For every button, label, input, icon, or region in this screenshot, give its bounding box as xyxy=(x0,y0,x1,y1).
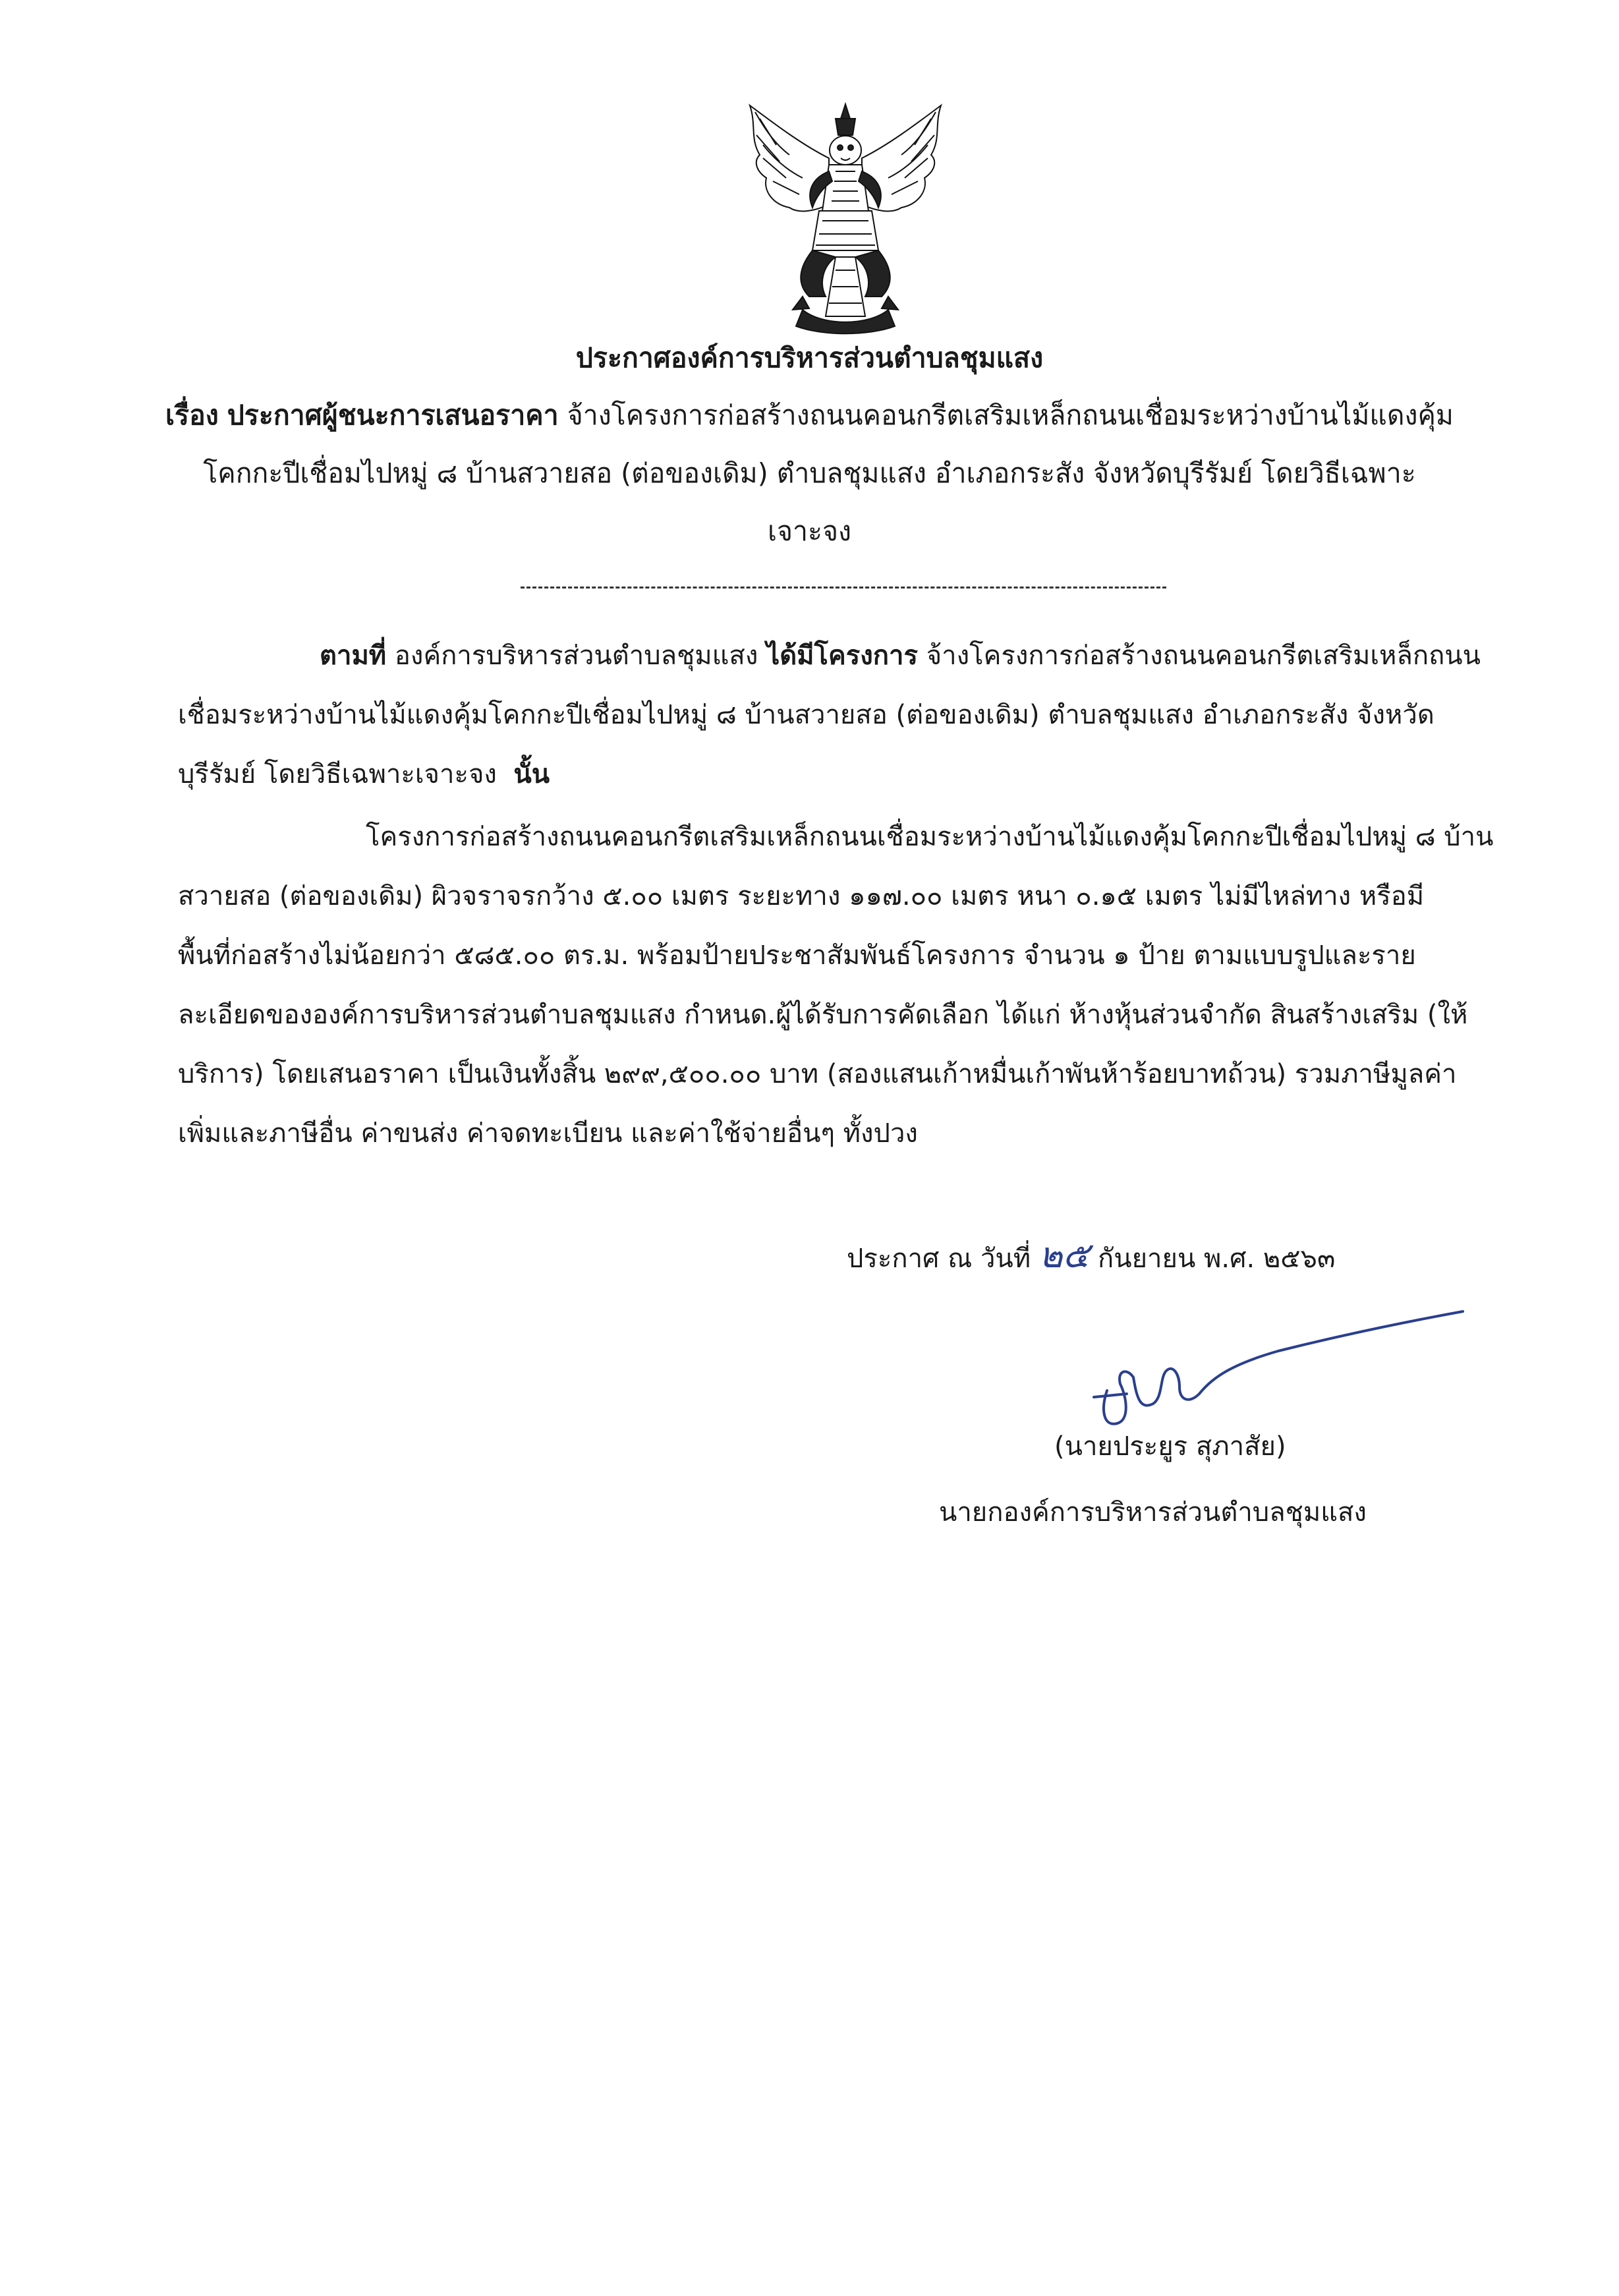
para2-line-1: โครงการก่อสร้างถนนคอนกรีตเสริมเหล็กถนนเชื่อมระหว่างบ้านไม้แดงคุ้มโคกกะปีเชื่อมไปหมู่ ๘ บ้าน xyxy=(366,822,1494,852)
para1-text-b: จ้างโครงการก่อสร้างถนนคอนกรีตเสริมเหล็กถนน xyxy=(926,641,1481,671)
subject-label: เรื่อง xyxy=(165,399,219,431)
para1-text-a: องค์การบริหารส่วนตำบลชุมแสง xyxy=(394,641,758,671)
signer-position: นายกองค์การบริหารส่วนตำบลชุมแสง xyxy=(939,1497,1367,1528)
para2-line-6: เพิ่มและภาษีอื่น ค่าขนส่ง ค่าจดทะเบียน และค่าใช้จ่ายอื่นๆ ทั้งปวง xyxy=(178,1118,918,1149)
para1-bold: ได้มีโครงการ xyxy=(766,641,918,671)
para2-line-3: พื้นที่ก่อสร้างไม่น้อยกว่า ๕๘๕.๐๐ ตร.ม. พร้อมป้ายประชาสัมพันธ์โครงการ จำนวน ๑ ป้าย ตามแบบรูปและราย xyxy=(178,940,1416,971)
announcement-title: ประกาศองค์การบริหารส่วนตำบลชุมแสง xyxy=(575,342,1044,374)
para1-line-2: เชื่อมระหว่างบ้านไม้แดงคุ้มโคกกะปีเชื่อมไปหมู่ ๘ บ้านสวายสอ (ต่อของเดิม) ตำบลชุมแสง อำเภอกระสัง จังหวัด xyxy=(178,700,1434,730)
subject-bold: ประกาศผู้ชนะการเสนอราคา xyxy=(227,399,559,431)
date-day: ๒๕ xyxy=(1038,1234,1090,1276)
para1-line-1 xyxy=(320,639,1506,672)
para1-lead: ตามที่ xyxy=(320,641,387,671)
handwritten-signature-icon xyxy=(1081,1305,1502,1450)
divider-line xyxy=(521,587,1166,588)
para1-end: นั้น xyxy=(513,759,550,789)
subject-line-3: เจาะจง xyxy=(767,515,852,547)
date-prefix: ประกาศ ณ วันที่ xyxy=(847,1244,1031,1274)
para1-line-3 xyxy=(178,758,550,791)
subject-line-2: โคกกะปีเชื่อมไปหมู่ ๘ บ้านสวายสอ (ต่อของเดิม) ตำบลชุมแสง อำเภอกระสัง จังหวัดบุรีรัมย์ โดยวิธีเฉพาะ xyxy=(203,457,1416,489)
para2-line-5: บริการ) โดยเสนอราคา เป็นเงินทั้งสิ้น ๒๙๙,๕๐๐.๐๐ บาท (สองแสนเก้าหมื่นเก้าพันห้าร้อยบาทถ้วน) รวมภาษีมูลค่า xyxy=(178,1059,1457,1089)
subject-line-1-rest: จ้างโครงการก่อสร้างถนนคอนกรีตเสริมเหล็กถนนเชื่อมระหว่างบ้านไม้แดงคุ้ม xyxy=(567,399,1454,431)
para2-line-2: สวายสอ (ต่อของเดิม) ผิวจราจรกว้าง ๕.๐๐ เมตร ระยะทาง ๑๑๗.๐๐ เมตร หนา ๐.๑๕ เมตร ไม่มีไหล่ทาง หรือมี xyxy=(178,881,1425,911)
para1-line-3-text: บุรีรัมย์ โดยวิธีเฉพาะเจาะจง xyxy=(178,759,497,789)
date-line xyxy=(847,1234,1336,1276)
date-month-year: กันยายน พ.ศ. ๒๕๖๓ xyxy=(1098,1244,1336,1274)
signer-name: (นายประยูร สุภาสัย) xyxy=(1054,1431,1286,1462)
garuda-emblem-icon xyxy=(737,99,954,336)
para2-line-4: ละเอียดขององค์การบริหารส่วนตำบลชุมแสง กำหนด.ผู้ได้รับการคัดเลือก ได้แก่ ห้างหุ้นส่วนจำกัด สินสร้างเสริม (ให้ xyxy=(178,1000,1468,1030)
subject-line-1 xyxy=(0,399,1619,432)
